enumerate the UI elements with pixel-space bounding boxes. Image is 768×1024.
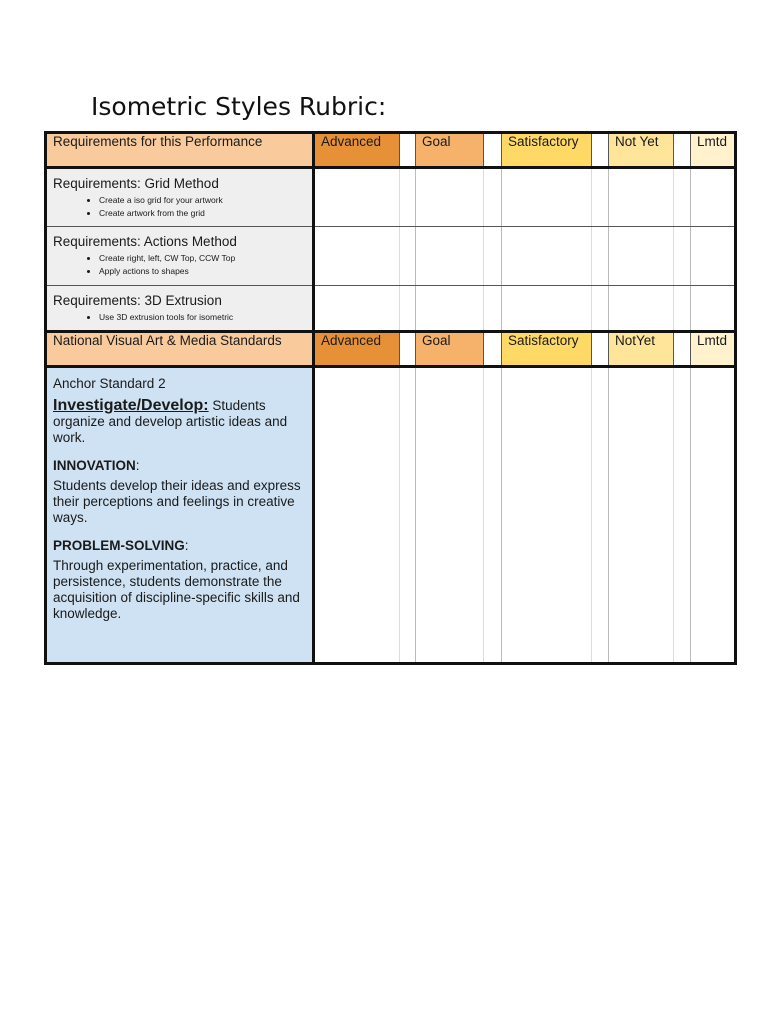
standard-heading: Investigate/Develop: — [53, 397, 209, 414]
score-spacer — [484, 168, 502, 227]
header-satisfactory: Satisfactory — [502, 133, 592, 168]
requirement-bullet: • Use 3D extrusion tools for isometric — [99, 311, 306, 324]
score-spacer — [674, 286, 691, 332]
header-goal: Goal — [416, 133, 484, 168]
problem-solving-label: PROBLEM-SOLVING — [53, 538, 185, 553]
header-spacer — [484, 133, 502, 168]
requirement-cell — [46, 168, 314, 227]
score-cell-satisfactory[interactable] — [502, 367, 592, 664]
requirement-bullet: • Apply actions to shapes — [99, 265, 306, 278]
requirement-bullet: • Create artwork from the grid — [99, 207, 306, 220]
requirement-bullet: • Create a iso grid for your artwork — [99, 194, 306, 207]
score-spacer — [674, 168, 691, 227]
innovation-label: INNOVATION — [53, 458, 136, 473]
score-cell-not-yet[interactable] — [609, 367, 674, 664]
problem-solving-text: Through experimentation, practice, and persistence, students demonstrate the acquisition of discipline-specific skills and knowledge. — [53, 558, 300, 621]
score-cell-satisfactory[interactable] — [502, 168, 592, 227]
score-spacer — [400, 168, 416, 227]
header-satisfactory: Satisfactory — [502, 332, 592, 367]
standard-heading-tail: Students — [208, 398, 266, 413]
score-cell-advanced[interactable] — [314, 227, 400, 286]
score-cell-not-yet[interactable] — [609, 286, 674, 332]
header-goal: Goal — [416, 332, 484, 367]
requirement-title: Requirements: Grid Method — [53, 176, 219, 191]
header-spacer — [674, 133, 691, 168]
score-cell-lmtd[interactable] — [691, 286, 736, 332]
score-cell-goal[interactable] — [416, 227, 484, 286]
score-spacer — [592, 367, 609, 664]
score-cell-goal[interactable] — [416, 168, 484, 227]
score-cell-advanced[interactable] — [314, 286, 400, 332]
score-cell-not-yet[interactable] — [609, 168, 674, 227]
requirement-row — [46, 168, 736, 227]
score-spacer — [400, 367, 416, 664]
standards-header-row — [46, 332, 736, 367]
requirement-cell — [46, 286, 314, 332]
requirement-title: Requirements: Actions Method — [53, 234, 237, 249]
score-spacer — [484, 367, 502, 664]
requirement-bullets — [53, 311, 306, 324]
requirement-title: Requirements: 3D Extrusion — [53, 293, 222, 308]
requirement-bullet: • Create right, left, CW Top, CCW Top — [99, 252, 306, 265]
score-spacer — [400, 286, 416, 332]
header-spacer — [592, 133, 609, 168]
score-cell-lmtd[interactable] — [691, 367, 736, 664]
score-spacer — [592, 227, 609, 286]
score-spacer — [674, 227, 691, 286]
header-not-yet: NotYet — [609, 332, 674, 367]
score-cell-advanced[interactable] — [314, 367, 400, 664]
header-standards-label: National Visual Art & Media Standards — [46, 332, 314, 367]
score-spacer — [674, 367, 691, 664]
score-cell-not-yet[interactable] — [609, 227, 674, 286]
header-advanced: Advanced — [314, 332, 400, 367]
score-cell-goal[interactable] — [416, 286, 484, 332]
header-spacer — [674, 332, 691, 367]
requirement-row — [46, 227, 736, 286]
header-spacer — [592, 332, 609, 367]
header-spacer — [400, 133, 416, 168]
score-cell-advanced[interactable] — [314, 168, 400, 227]
requirement-row — [46, 286, 736, 332]
header-spacer — [484, 332, 502, 367]
score-spacer — [592, 286, 609, 332]
header-advanced: Advanced — [314, 133, 400, 168]
header-requirements-label: Requirements for this Performance — [46, 133, 314, 168]
header-lmtd: Lmtd — [691, 332, 736, 367]
score-cell-goal[interactable] — [416, 367, 484, 664]
rubric-table — [44, 131, 737, 665]
innovation-text: Students develop their ideas and express their perceptions and feelings in creative ways. — [53, 478, 301, 525]
anchor-standard: Anchor Standard 2 — [53, 376, 166, 391]
score-cell-lmtd[interactable] — [691, 227, 736, 286]
score-spacer — [592, 168, 609, 227]
header-lmtd: Lmtd — [691, 133, 736, 168]
requirement-bullets — [53, 194, 306, 220]
standard-description: organize and develop artistic ideas and work. — [53, 414, 288, 445]
score-spacer — [484, 286, 502, 332]
score-spacer — [484, 227, 502, 286]
score-cell-satisfactory[interactable] — [502, 286, 592, 332]
requirement-bullets — [53, 252, 306, 278]
standard-row — [46, 367, 736, 664]
header-not-yet: Not Yet — [609, 133, 674, 168]
standard-cell: Anchor Standard 2 Investigate/Develop: Students organize and develop artistic ideas and work. INNOVATION: Students develop their ideas and express their perceptions and feelings in creative ways. PROBLEM-SOLVING: Through experimentation, practice, and persistence, students demonstrate the acquisition of discipline-specific skills and knowledge. — [46, 367, 314, 664]
header-spacer — [400, 332, 416, 367]
score-spacer — [400, 227, 416, 286]
score-cell-lmtd[interactable] — [691, 168, 736, 227]
score-cell-satisfactory[interactable] — [502, 227, 592, 286]
page-title: Isometric Styles Rubric: — [91, 92, 387, 121]
rubric-header-row — [46, 133, 736, 168]
requirement-cell — [46, 227, 314, 286]
